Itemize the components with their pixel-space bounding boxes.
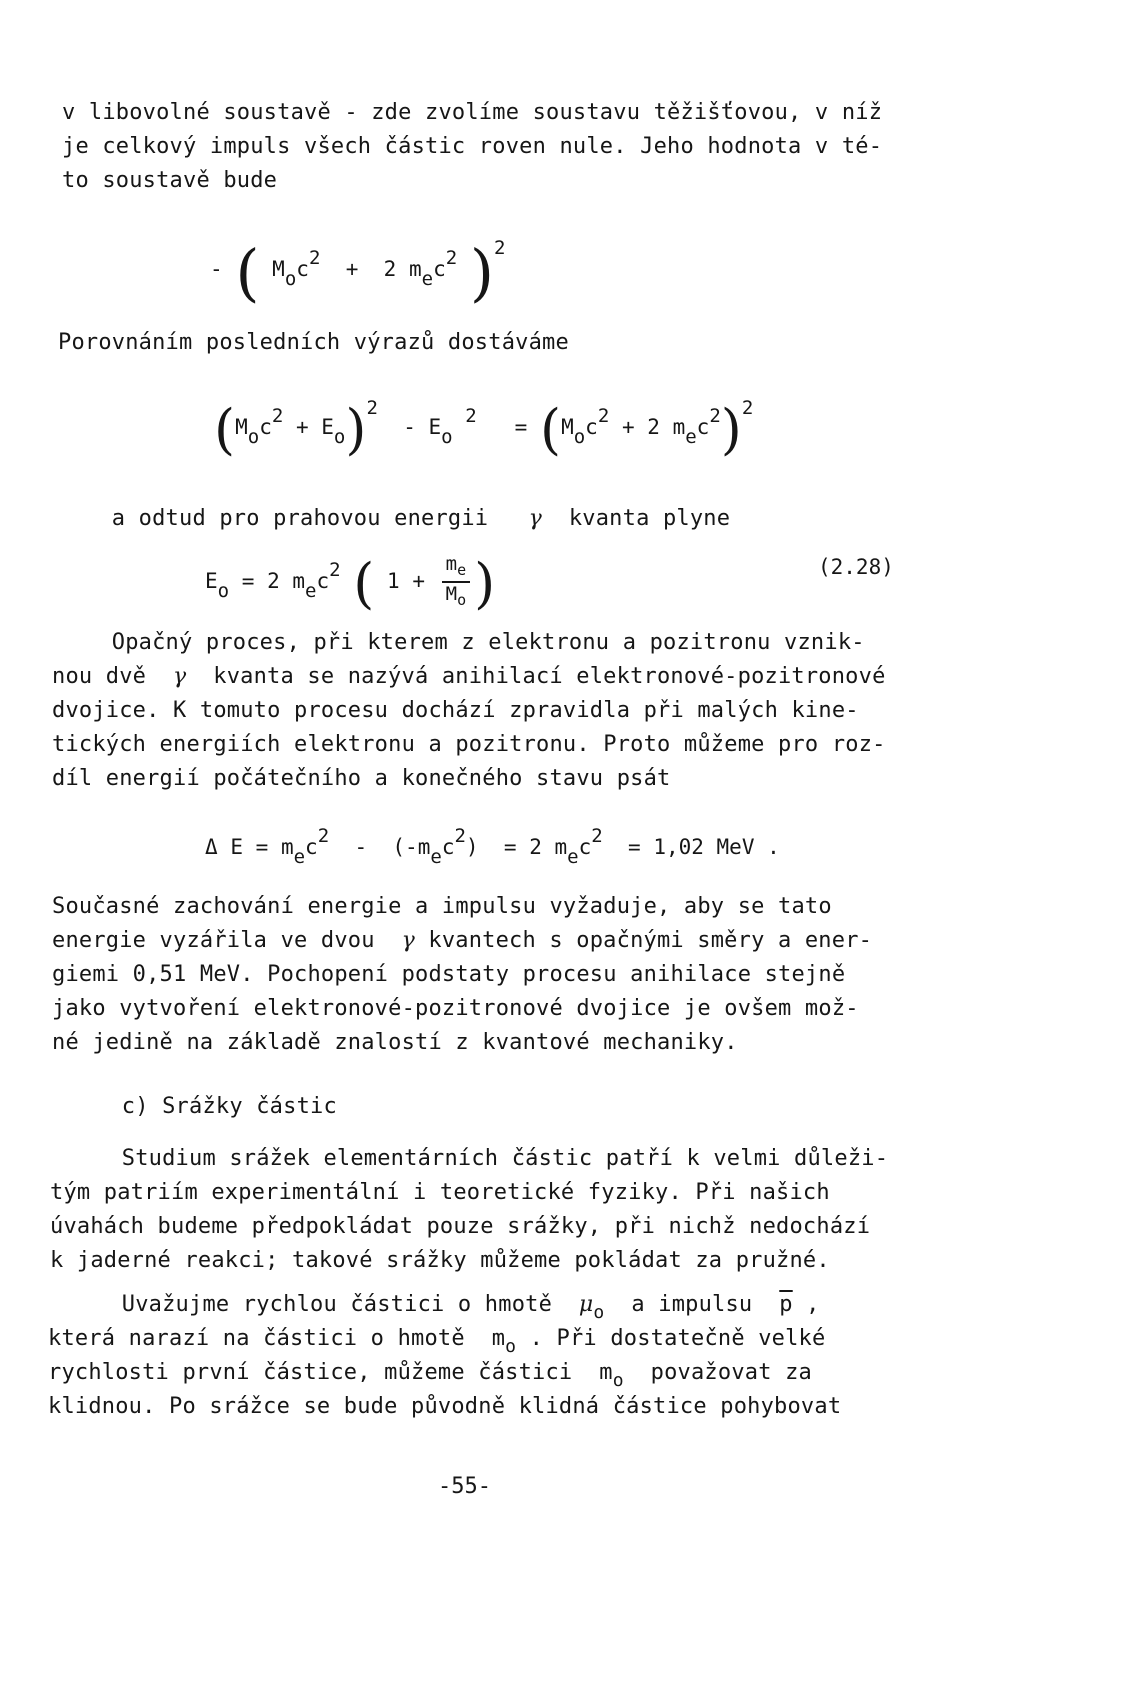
text-line: díl energií počátečního a konečného stavu psát	[52, 766, 671, 791]
text-line: k jaderné reakci; takové srážky můžeme pokládat za pružné.	[50, 1248, 830, 1273]
text-line: je celkový impuls všech částic roven nule. Jeho hodnota v té-	[62, 134, 883, 159]
text-line: nou dvě γ kvanta se nazývá anihilací elektronové-pozitronové	[52, 664, 886, 689]
text-line: jako vytvoření elektronové-pozitronové dvojice je ovšem mož-	[52, 996, 859, 1021]
text-line: a odtud pro prahovou energii γ kvanta plyne	[111, 506, 731, 531]
text-line: energie vyzářila ve dvou γ kvantech s opačnými směry a ener-	[52, 928, 873, 953]
section-heading: c) Srážky částic	[68, 1094, 337, 1119]
text-line: Opačný proces, při kterem z elektronu a pozitronu vznik-	[58, 630, 865, 655]
equation-number: (2.28)	[818, 555, 894, 579]
text-line: Uvažujme rychlou částici o hmotě $\mu_o$ a impulsu $\overline{p}$ ,	[68, 1292, 820, 1323]
text-line: která narazí na částici o hmotě $m_o$ . Při dostatečně velké	[48, 1326, 826, 1357]
text-line: Současné zachování energie a impulsu vyžaduje, aby se tato	[52, 894, 832, 919]
fraction-me-over-Mo: $\frac{m_e}{M_o}$	[442, 553, 470, 611]
equation-delta-energy: Δ $E = m_ec^2 - (-m_ec^2) = 2$ $m_ec^2 = 1,02$ MeV .	[205, 825, 780, 868]
text-line: Porovnáním posledních výrazů dostáváme	[58, 330, 569, 355]
text-line: dvojice. K tomuto procesu dochází zpravidla při malých kine-	[52, 698, 859, 723]
gamma-symbol: γ	[401, 928, 415, 953]
mu-symbol: μ	[578, 1292, 594, 1317]
text-line: rychlosti první částice, můžeme částici $m_o$ považovat za	[48, 1360, 812, 1391]
page-number: -55-	[438, 1474, 491, 1499]
text-line: Studium srážek elementárních částic patří k velmi důleži-	[68, 1146, 889, 1171]
gamma-symbol: γ	[173, 664, 187, 689]
text-line: klidnou. Po srážce se bude původně klidná částice pohybovat	[48, 1394, 842, 1419]
text-line: tických energiích elektronu a pozitronu. Proto můžeme pro roz-	[52, 732, 886, 757]
text-line: úvahách budeme předpokládat pouze srážky, při nichž nedochází	[50, 1214, 871, 1239]
equation-2-28: $E_o = 2$ $m_ec^2$ ( 1 + $\frac{m_e}{M_o}$ )	[205, 552, 496, 615]
text-line: v libovolné soustavě - zde zvolíme soustavu těžišťovou, v níž	[62, 100, 883, 125]
equation-compare: $(M_oc^2 + E_o)^2 - E_o$ $^2$ = ($M_oc^2 + 2$ $m_ec^2)^2$	[214, 397, 754, 461]
text-line: né jedině na základě znalostí z kvantové mechaniky.	[52, 1030, 738, 1055]
text-line: to soustavě bude	[62, 168, 278, 193]
text-line: tým patriím experimentální i teoretické fyziky. Při našich	[50, 1180, 830, 1205]
equation-invariant: - ( $M_oc^2 + 2$ $m_ec^2$ )$^2$	[210, 236, 506, 309]
momentum-vector: $\overline{p}$	[779, 1292, 793, 1317]
gamma-symbol: γ	[528, 506, 542, 531]
text-line: giemi 0,51 MeV. Pochopení podstaty procesu anihilace stejně	[52, 962, 846, 987]
